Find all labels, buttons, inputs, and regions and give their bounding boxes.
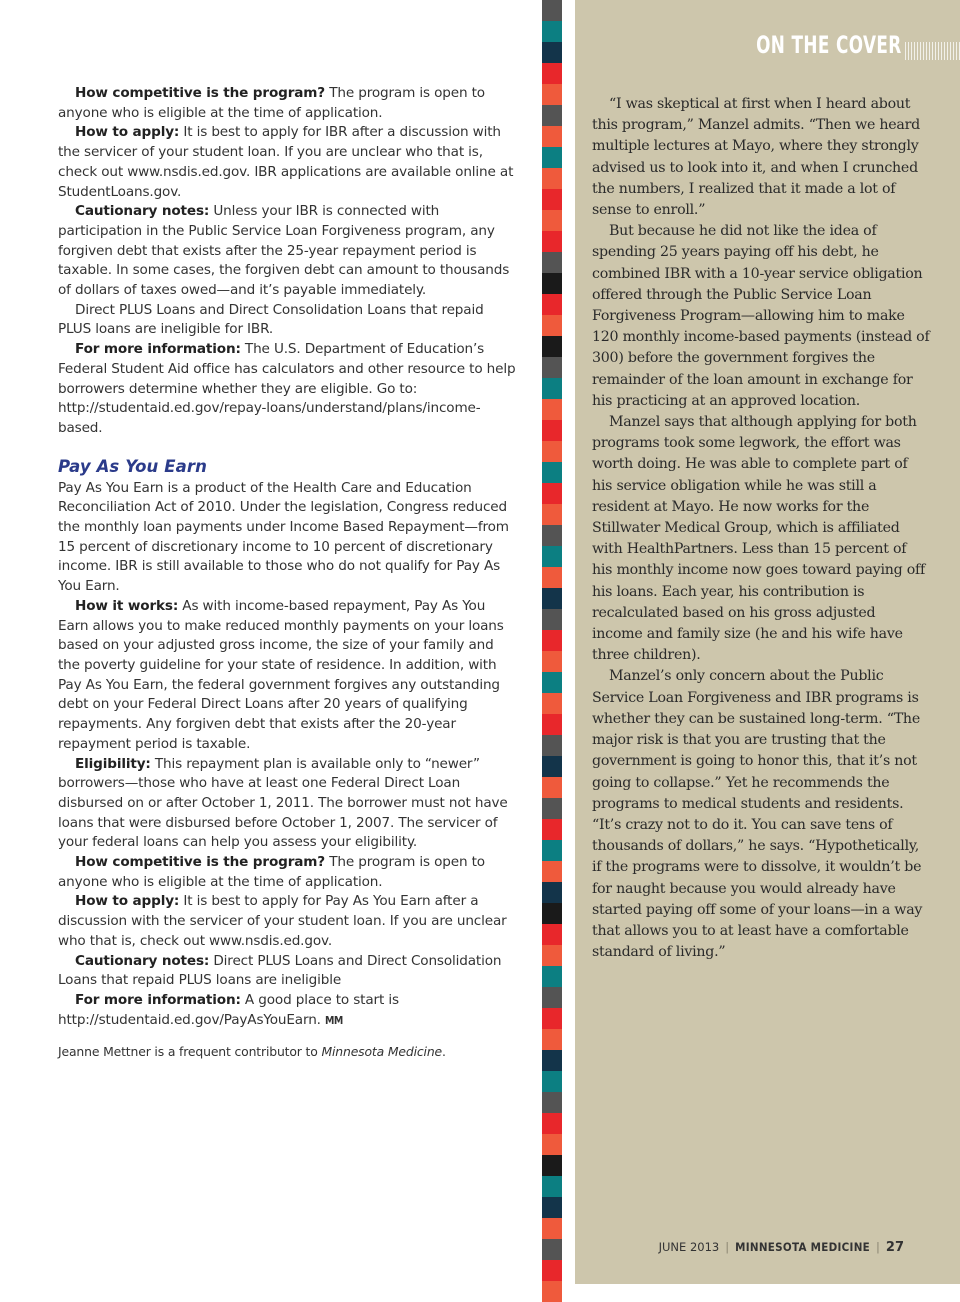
stripe-block	[542, 966, 562, 987]
stripe-block	[542, 525, 562, 546]
stripe-block	[542, 1134, 562, 1155]
stripe-block	[542, 840, 562, 861]
stripe-block	[542, 294, 562, 315]
left-column	[58, 84, 516, 1061]
paye-competitive-text: The program is open to anyone who is eligible at the time of application.	[58, 854, 485, 890]
stripe-block	[542, 273, 562, 294]
stripe-block	[542, 903, 562, 924]
byline-suffix: .	[442, 1044, 446, 1060]
paye-intro: Pay As You Earn is a product of the Health Care and Education Reconciliation Act of 2010. Under the legislation, Congress reduced the monthly loan payments under Income Based Repayment—from 15 percent of discretionary income to 10 percent of discretionary income. IBR is still available to those who do not qualify for Pay As You Earn.	[58, 479, 509, 595]
stripe-block	[542, 987, 562, 1008]
ibr-more-text: The U.S. Department of Education’s Federal Student Aid office has calculators and other resource to help borrowers determine whether they are eligible. Go to: http://studentaid.ed.gov/repay-loans/understand/plans/income-based.	[58, 341, 516, 436]
ibr-apply-label: How to apply:	[75, 124, 180, 141]
ibr-cautionary-text: Unless your IBR is connected with participation in the Public Service Loan Forgiveness program, any forgiven debt that exists after the 25-year repayment period is taxable. In some cases, the forgiven debt can amount to thousands of dollars of taxes owed—and it’s payable immediately.	[58, 203, 510, 299]
right-paragraph-3: Manzel says that although applying for both programs took some legwork, the effort was worth doing. He was able to complete part of his service obligation while he was still a resident at Mayo. He now works for the Stillwater Medical Group, which is affiliated with HealthPartners. Less than 15 percent of his monthly income now goes toward paying off his loans. Each year, his contribution is recalculated based on his gross adjusted income and family size (he and his wife have three children).	[592, 414, 925, 664]
ibr-cautionary-label: Cautionary notes:	[75, 203, 210, 220]
stripe-block	[542, 378, 562, 399]
footer-magazine: MINNESOTA MEDICINE	[735, 1240, 871, 1254]
ibr-competitive-label: How competitive is the program?	[75, 85, 326, 101]
ibr-competitive-paragraph	[58, 84, 516, 123]
stripe-block	[542, 1281, 562, 1302]
stripe-block	[542, 1239, 562, 1260]
paye-works-text: As with income-based repayment, Pay As You Earn allows you to make reduced monthly payments on your loans based on your adjusted gross income, the size of your family and the poverty guideline for your state of residence. In addition, with Pay As You Earn, the federal government forgives any outstanding debt on your Federal Direct Loans after 20 years of qualifying repayments. Any forgiven debt that exists after the 20-year repayment period is taxable.	[58, 597, 504, 752]
stripe-block	[542, 189, 562, 210]
byline-publication: Minnesota Medicine	[321, 1044, 442, 1060]
right-paragraph-4: Manzel’s only concern about the Public Service Loan Forgiveness and IBR programs is whether they can be sustained long-term. “The major risk is that you are trusting that the government is going to honor this, that it’s not going to collapse.” Yet he recommends the programs to medical students and residents. “It’s crazy not to do it. You can save tens of thousands of dollars,” he says. “Hypothetically, if the programs were to dissolve, it wouldn’t be for naught because you would already have started paying off some of your loans—in a way that allows you to at least have a comfortable standard of living.”	[592, 668, 923, 961]
stripe-block	[542, 63, 562, 84]
stripe-block	[542, 714, 562, 735]
footer-separator: |	[876, 1240, 880, 1254]
stripe-block	[542, 315, 562, 336]
stripe-block	[542, 924, 562, 945]
stripe-block	[542, 777, 562, 798]
stripe-block	[542, 882, 562, 903]
stripe-block	[542, 21, 562, 42]
paye-works-label: How it works:	[75, 597, 179, 614]
stripe-block	[542, 1260, 562, 1281]
stripe-block	[542, 168, 562, 189]
stripe-block	[542, 693, 562, 714]
stripe-block	[542, 1071, 562, 1092]
stripe-block	[542, 651, 562, 672]
paye-heading: Pay As You Earn	[58, 456, 207, 476]
stripe-block	[542, 1113, 562, 1134]
stripe-block	[542, 1218, 562, 1239]
paye-more-text: A good place to start is http://studentaid.ed.gov/PayAsYouEarn.	[58, 991, 399, 1028]
stripe-block	[542, 105, 562, 126]
decorative-color-stripe	[542, 0, 562, 1284]
ibr-more-paragraph	[58, 340, 516, 439]
ibr-more-label: For more information:	[75, 341, 241, 358]
ibr-competitive-text: The program is open to anyone who is eligible at the time of application.	[58, 85, 485, 121]
stripe-block	[542, 336, 562, 357]
stripe-block	[542, 945, 562, 966]
right-column-text	[592, 94, 930, 963]
stripe-block	[542, 1008, 562, 1029]
paye-cautionary-text: Direct PLUS Loans and Direct Consolidation Loans that repaid PLUS loans are ineligible	[58, 952, 502, 989]
paye-cautionary-label: Cautionary notes:	[75, 952, 210, 969]
ibr-cautionary-paragraph	[58, 202, 516, 301]
section-label-hatch	[905, 42, 960, 60]
stripe-block	[542, 504, 562, 525]
ibr-apply-paragraph	[58, 123, 516, 202]
column-gutter	[562, 0, 575, 1284]
stripe-block	[542, 483, 562, 504]
paye-cautionary-paragraph	[58, 952, 516, 991]
stripe-block	[542, 210, 562, 231]
section-label: ON THE COVER	[756, 31, 902, 59]
stripe-block	[542, 441, 562, 462]
stripe-block	[542, 1155, 562, 1176]
paye-apply-paragraph	[58, 892, 516, 951]
stripe-block	[542, 1197, 562, 1218]
paye-apply-text: It is best to apply for Pay As You Earn after a discussion with the servicer of your student loan. If you are unclear who that is, check out www.nsdis.ed.gov.	[58, 893, 507, 949]
stripe-block	[542, 357, 562, 378]
right-paragraph-2: But because he did not like the idea of spending 25 years paying off his debt, he combined IBR with a 10-year service obligation offered through the Public Service Loan Forgiveness Program—allowing him to make 120 monthly income-based payments (instead of 300) before the government forgives the remainder of the loan amount in exchange for his practicing at an approved location.	[592, 223, 930, 409]
ibr-apply-text: It is best to apply for IBR after a discussion with the servicer of your student loan. If you are unclear who that is, check out www.nsdis.ed.gov. IBR applications are available online at StudentLoans.gov.	[58, 124, 514, 200]
stripe-block	[542, 231, 562, 252]
stripe-block	[542, 1050, 562, 1071]
paye-more-paragraph	[58, 991, 516, 1031]
stripe-block	[542, 1029, 562, 1050]
paye-more-label: For more information:	[75, 991, 241, 1008]
paye-eligibility-label: Eligibility:	[75, 755, 151, 772]
stripe-block	[542, 672, 562, 693]
paye-competitive-label: How competitive is the program?	[75, 854, 326, 871]
stripe-block	[542, 861, 562, 882]
stripe-block	[542, 399, 562, 420]
stripe-block	[542, 609, 562, 630]
paye-eligibility-paragraph	[58, 755, 516, 854]
stripe-block	[542, 252, 562, 273]
paye-apply-label: How to apply:	[75, 893, 180, 910]
page-number: 27	[885, 1240, 904, 1255]
stripe-block	[542, 630, 562, 651]
stripe-block	[542, 798, 562, 819]
stripe-block	[542, 588, 562, 609]
right-paragraph-1: “I was skeptical at first when I heard about this program,” Manzel admits. “Then we heard multiple lectures at Mayo, where they strongly advised us to look into it, and when I crunched the numbers, I realized that it made a lot of sense to enroll.”	[592, 96, 920, 219]
stripe-block	[542, 546, 562, 567]
stripe-block	[542, 0, 562, 21]
stripe-block	[542, 819, 562, 840]
byline-prefix: Jeanne Mettner is a frequent contributor to	[58, 1044, 322, 1060]
stripe-block	[542, 567, 562, 588]
footer-separator: |	[725, 1240, 730, 1254]
stripe-block	[542, 756, 562, 777]
page-footer	[659, 1240, 904, 1255]
footer-date: JUNE 2013	[658, 1240, 720, 1254]
ibr-plus-note: Direct PLUS Loans and Direct Consolidation Loans that repaid PLUS loans are ineligible for IBR.	[58, 301, 484, 338]
stripe-block	[542, 462, 562, 483]
stripe-block	[542, 42, 562, 63]
paye-works-paragraph	[58, 597, 516, 755]
stripe-block	[542, 735, 562, 756]
stripe-block	[542, 1092, 562, 1113]
paye-eligibility-text: This repayment plan is available only to “newer” borrowers—those who have at least one Federal Direct Loan disbursed on or after October 1, 2011. The borrower must not have loans that were disbursed before October 1, 2007. The servicer of your federal loans can help you assess your eligibility.	[58, 755, 508, 851]
paye-competitive-paragraph	[58, 853, 516, 892]
stripe-block	[542, 1176, 562, 1197]
stripe-block	[542, 420, 562, 441]
author-byline	[58, 1043, 516, 1061]
stripe-block	[542, 126, 562, 147]
stripe-block	[542, 147, 562, 168]
end-mark: MM	[325, 1014, 343, 1027]
stripe-block	[542, 84, 562, 105]
